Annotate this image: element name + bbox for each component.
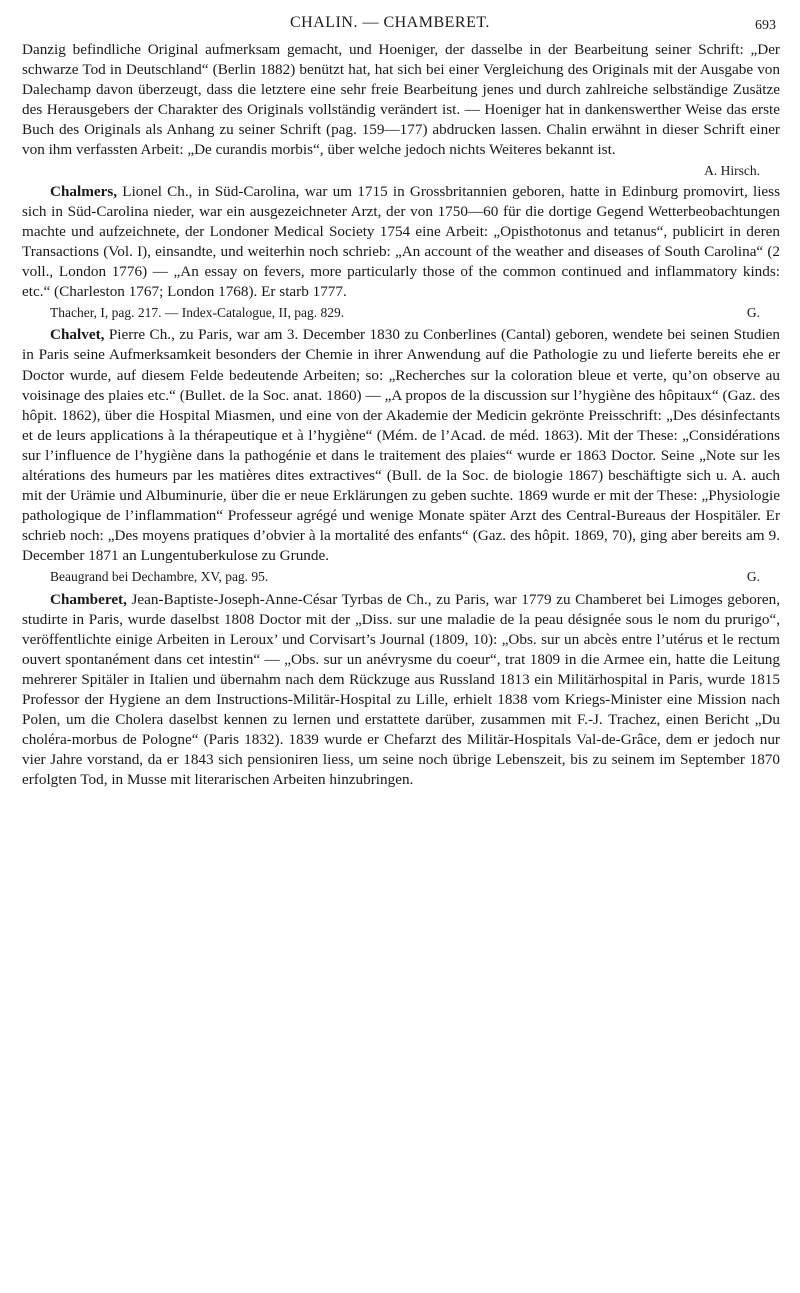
entry-signature: G.	[746, 569, 760, 585]
running-head: CHALIN. — CHAMBERET.	[290, 14, 490, 31]
entry-headword: Chalmers,	[50, 182, 118, 200]
entry-paragraph	[22, 325, 780, 566]
entry-text: Pierre Ch., zu Paris, war am 3. December 1830 zu Conberlines (Cantal) geboren, wendete bei seinen Studien in Paris seine Aufmerksamkeit besonders der Chemie in ihrer Anwendung auf die Pathologie zu und lieferte bereits ehe er Doctor wurde, auf diesem Felde bedeutende Arbeiten; so: „Recherches sur la coloration bleue et verte, qu’on observe au voisinage des plaies etc.“ (Bullet. de la Soc. anat. 1860) — „A propos de la discussion sur l’hygiène des hôpitaux“ (Gaz. des hôpit. 1862), über die Hospital Miasmen, und eine von der Akademie der Medicin gekrönte Preisschrift: „Des désinfectants et de leurs applications à la thérapeutique et à l’hygiène“ (Mém. de l’Acad. de méd. 1863). Mit der These: „Considérations sur l’influence de l’hygiène dans la pathogénie et dans le traitement des plaies“ wurde er 1863 Doctor. Seine „Note sur les altérations des humeurs par les matières dites extractives“ (Bull. de la Soc. de biologie 1867) beschäftigte sich u. A. auch mit der Urämie und Albuminurie, über die er neue Erklärungen zu geben suchte. 1869 wurde er mit der These: „Physiologie pathologique de l’inflammation“ Professeur agrégé und wenige Monate später Arzt des Central-Bureaus der Hospitäler. Er schrieb noch: „Des moyens pratiques d’obvier à la mortalité des enfants“ (Gaz. des hôpit. 1869, 70), ging aber bereits am 9. December 1871 an Lungentuberkulose zu Grunde.	[22, 326, 780, 565]
entry-headword: Chamberet,	[50, 590, 127, 608]
entry-reference: Thacher, I, pag. 217. — Index-Catalogue, II, pag. 829.	[50, 305, 345, 321]
entry-text: Lionel Ch., in Süd-Carolina, war um 1715 in Grossbritannien geboren, hatte in Edinburg promovirt, liess sich in Süd-Carolina nieder, war ein ausgezeichneter Arzt, der von 1750—60 für die dortige Gegend Wetterbeobachtungen machte und aufzeichnete, der Londoner Medical Society 1754 eine Arbeit: „Opisthotonus and tetanus“, publicirt in deren Transactions (Vol. I), einsandte, und weiterhin noch schrieb: „An account of the weather and diseases of South Carolina“ (2 voll., London 1776) — „An essay on fevers, more particularly those of the common continued and inflammatory kinds: etc.“ (Charleston 1767; London 1768). Er starb 1777.	[22, 182, 780, 301]
page-number: 693	[755, 18, 776, 33]
reference-line	[22, 303, 780, 323]
entry-text: Jean-Baptiste-Joseph-Anne-César Tyrbas de Ch., zu Paris, war 1779 zu Chamberet bei Limoges geboren, studirte in Paris, wurde daselbst 1808 Doctor mit der „Diss. sur une maladie de la peau désignée sous le nom du prurigo“, veröffentlichte einige Arbeiten in Leroux’ und Corvisart’s Journal (1809, 10): „Obs. sur un abcès entre l’utérus et le rectum ouvert spontanément dans cet intestin“ — „Obs. sur un anévrysme du coeur“, trat 1809 in die Armee ein, hatte die Leitung mehrerer Spitäler in Italien und übernahm nach dem Rückzuge aus Russland 1813 ein Militärhospital in Paris, wurde 1815 Professor der Hygiene an dem Instructions-Militär-Hospital zu Lille, erhielt 1838 vom Kriegs-Minister eine Mission nach Polen, um die Cholera daselbst kennen zu lernen und erstattete darüber, zusammen mit F.-J. Trachez, einen Bericht „Du choléra-morbus de Pologne“ (Paris 1832). 1839 wurde er Chefarzt des Militär-Hospitals Val-de-Grâce, dem er jedoch nur vier Jahre vorstand, da er 1843 sich pensioniren liess, um seine noch übrige Lebenszeit, bis zu seinem im September 1870 erfolgten Tod, in Musse mit literarischen Arbeiten hinzubringen.	[22, 590, 780, 789]
entry-reference: Beaugrand bei Dechambre, XV, pag. 95.	[50, 569, 269, 585]
page-header	[20, 10, 800, 36]
entry-signature: A. Hirsch.	[704, 162, 760, 178]
entry-chalvet	[22, 325, 780, 587]
entry-chalmers	[22, 182, 780, 324]
entry-signature: G.	[746, 305, 760, 321]
continuation-paragraph: Danzig befindliche Original aufmerksam gemacht, und Hoeniger, der dasselbe in der Bearbeitung seiner Schrift: „Der schwarze Tod in Deutschland“ (Berlin 1882) benützt hat, hat sich bei einer Vergleichung des Originals mit der Ausgabe von Dalechamp davon überzeugt, dass die letztere eine sehr freie Bearbeitung jenes und durch zahlreiche selbständige Zusätze des Herausgebers der Charakter des Originals vollständig verändert ist. — Hoeniger hat in dankenswerther Weise das erste Buch des Originals als Anhang zu seiner Schrift (pag. 159—177) abdrucken lassen. Chalin erwähnt in dieser Schrift einer von ihm verfassten Arbeit: „De curandis morbis“, über welche jedoch nichts Weiteres bekannt ist.	[22, 41, 780, 159]
entry-headword: Chalvet,	[50, 326, 105, 344]
body-text	[22, 40, 780, 790]
entry-paragraph	[22, 182, 780, 303]
entry-paragraph	[22, 590, 780, 791]
reference-line	[22, 567, 780, 587]
entry-chamberet	[22, 590, 780, 791]
